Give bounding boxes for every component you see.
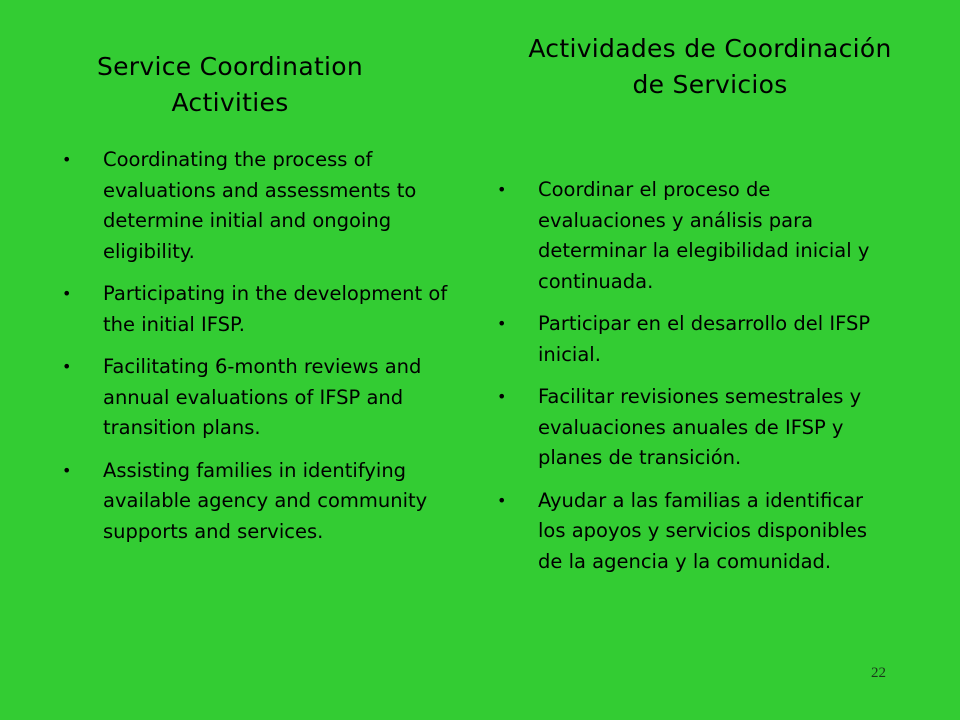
list-item-text: Ayudar a las familias a identificar los apoyos y servicios disponibles de la agencia y la comunidad. (538, 488, 868, 573)
list-item-text: Facilitating 6-month reviews and annual evaluations of IFSP and transition plans. (103, 355, 422, 439)
bullet-dot-icon: • (62, 357, 72, 376)
bullet-dot-icon: • (497, 387, 507, 406)
list-item-text: Participating in the development of the initial IFSP. (103, 282, 448, 336)
list-item-text: Participar en el desarrollo del IFSP inicial. (538, 312, 871, 366)
slide-number: 22 (871, 665, 886, 681)
bullet-dot-icon: • (62, 284, 72, 303)
bullet-dot-icon: • (62, 150, 72, 169)
bullet-dot-icon: • (62, 460, 72, 480)
list-item-text: Assisting families in identifying available agency and community supports and services. (103, 458, 428, 543)
list-item (497, 175, 887, 297)
list-item (62, 145, 452, 267)
list-item (62, 352, 452, 444)
bullet-dot-icon: • (497, 180, 507, 199)
english-column-title: Service Coordination Activities (96, 52, 364, 117)
list-item (497, 382, 887, 474)
spanish-column-title: Actividades de Coordinación de Servicios (528, 34, 892, 99)
list-item (497, 486, 887, 578)
bullet-dot-icon: • (497, 314, 507, 333)
list-item-text: Facilitar revisiones semestrales y evaluaciones anuales de IFSP y planes de transición. (538, 385, 862, 469)
english-bullet-list (62, 145, 452, 559)
list-item (497, 309, 887, 370)
list-item (62, 279, 452, 340)
list-item-text: Coordinar el proceso de evaluaciones y análisis para determinar la elegibilidad inicial y continuada. (538, 178, 870, 293)
list-item (62, 456, 452, 548)
bullet-dot-icon: • (497, 490, 507, 510)
list-item-text: Coordinating the process of evaluations and assessments to determine initial and ongoing eligibility. (103, 148, 417, 263)
spanish-bullet-list (497, 175, 887, 589)
